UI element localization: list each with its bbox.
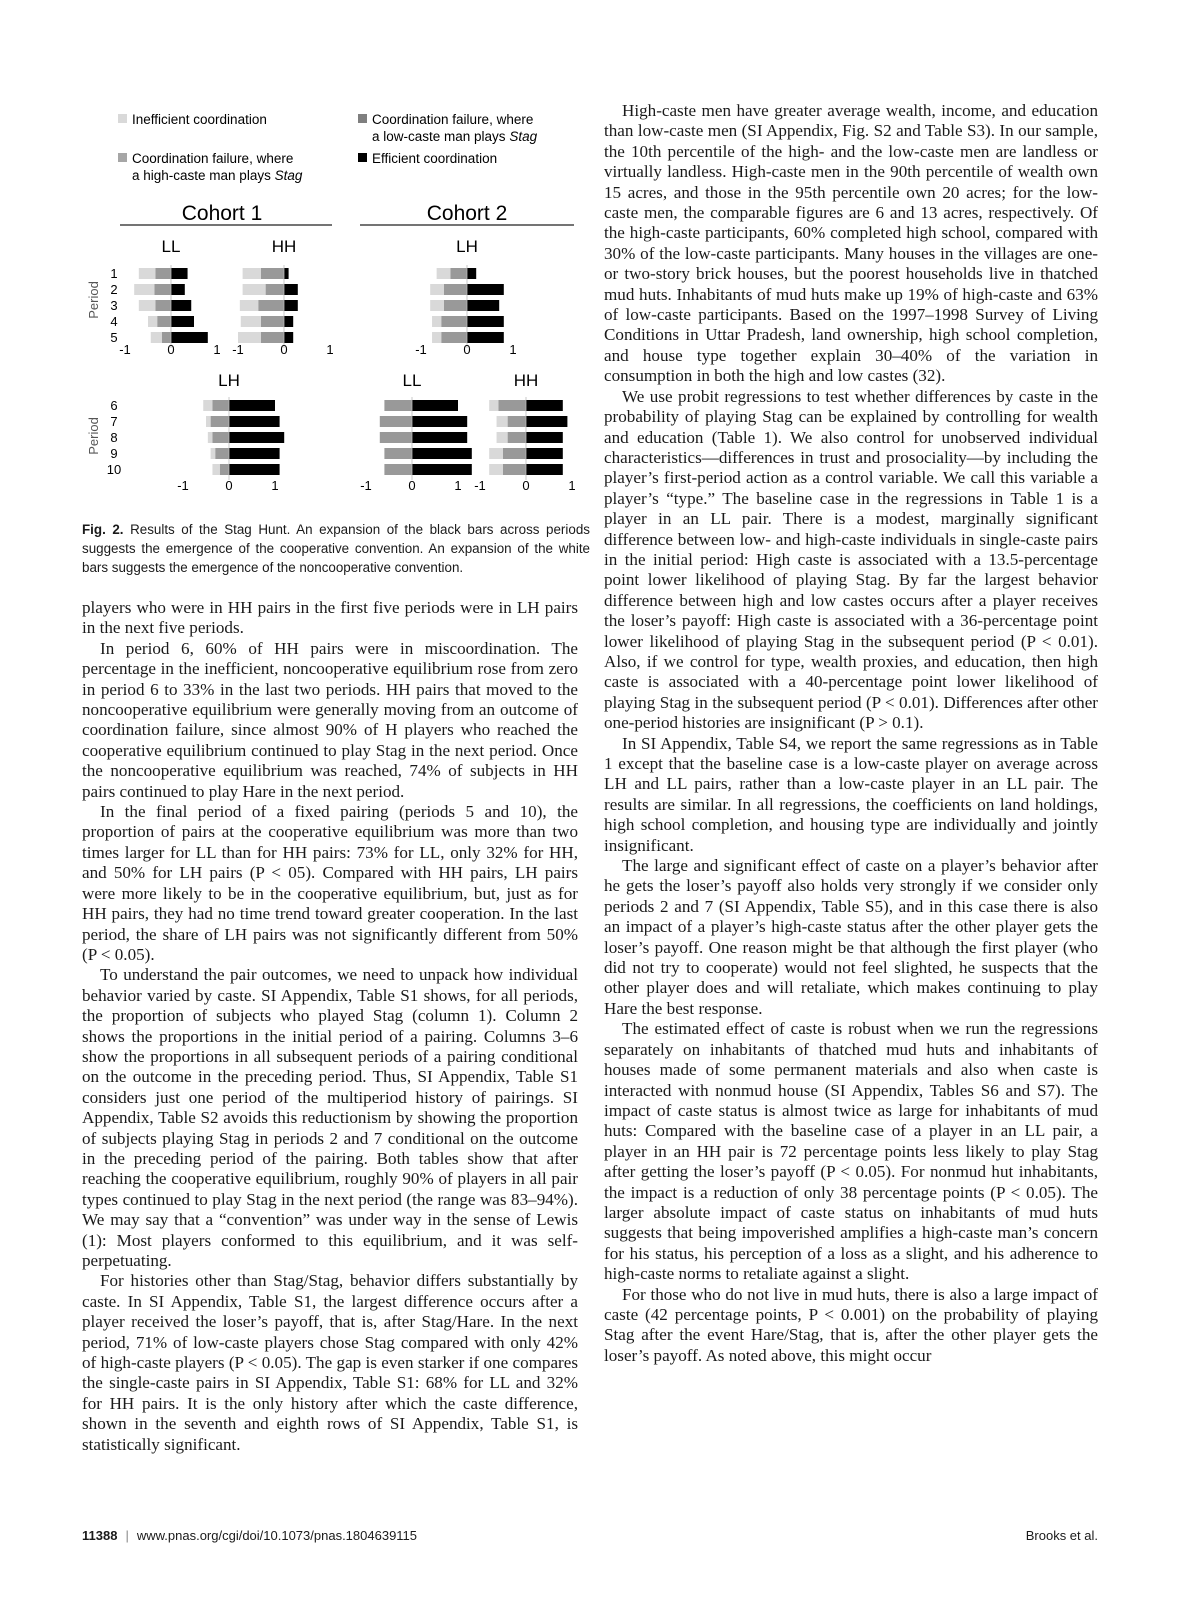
- right-paragraph: The estimated effect of caste is robust when we run the regressions separately on inhabitants of thatched mud huts and inhabitants of houses made of some permanent materials and also when caste is interacted with nonmud house (SI Appendix, Tables S6 and S7). The impact of caste status is almost twice as large for inhabitants of mud huts: Compared with the baseline case of a player in an LL pair, a player in an HH pair is 72 percentage points less likely to play Stag after getting the loser’s payoff (P < 0.05). For nonmud hut inhabitants, the impact is a reduction of only 38 percentage points (P < 0.05). The larger absolute impact of caste status on inhabitants of mud huts suggests that being impoverished amplifies a high-caste man’s concern for his status, his perception of a loss as a slight, and his adherence to high-caste norms to retaliate against a slight.: [604, 1019, 1098, 1284]
- tick-label: -1: [119, 342, 131, 357]
- bar-inefficient: [148, 316, 157, 327]
- bar-failure: [157, 316, 171, 327]
- right-paragraph: The large and significant effect of caste on a player’s behavior after he gets the loser’s payoff also holds very strongly if we consider only periods 2 and 7 (SI Appendix, Table S5), and in this case there is also an impact of a player’s high-caste status after the other player gets the loser’s payoff. One reason might be that although the first player (who did not try to cooperate) would not feel slighted, he suspects that the other player does and will retaliate, which makes continuing to play Hare the best response.: [604, 856, 1098, 1018]
- left-paragraph: players who were in HH pairs in the first five periods were in LH pairs in the next five periods.: [82, 598, 578, 638]
- bar-efficient: [526, 400, 563, 411]
- bar-efficient: [412, 432, 467, 443]
- bar-efficient: [467, 300, 499, 311]
- bar-inefficient: [497, 416, 508, 427]
- tick-label: -1: [232, 342, 244, 357]
- left-paragraph: To understand the pair outcomes, we need to unpack how individual behavior varied by caste. SI Appendix, Table S1 shows, for all periods, the proportion of subjects who played Stag (column 1). Column 2 shows the proportions in the initial period of a pairing. Columns 3–6 show the proportions in all subsequent periods of a pairing conditional on the outcome in the preceding period. Thus, SI Appendix, Table S1 considers just one period of the multiperiod history of pairings. SI Appendix, Table S2 avoids this reductionism by showing the proportion of subjects playing Stag in periods 2 and 7 conditional on the outcome in the preceding period of the pairing. Both tables show that after reaching the cooperative equilibrium, roughly 90% of players in all pair types continued to play Stag in the next period (the range was 83–94%). We may say that a “convention” was under way in the sense of Lewis (1): Most players conformed to this equilibrium, and it was self-perpetuating.: [82, 965, 578, 1270]
- bar-efficient: [526, 448, 563, 459]
- bar-inefficient: [497, 432, 508, 443]
- bar-inefficient: [151, 332, 162, 343]
- bar-inefficient: [432, 332, 441, 343]
- bar-efficient: [284, 284, 298, 295]
- bar-inefficient: [430, 284, 444, 295]
- bar-inefficient: [240, 300, 258, 311]
- bar-efficient: [171, 332, 208, 343]
- bar-efficient: [284, 268, 289, 279]
- bar-failure: [508, 432, 526, 443]
- bar-efficient: [229, 416, 280, 427]
- bar-inefficient: [243, 268, 261, 279]
- bar-inefficient: [489, 464, 503, 475]
- right-paragraph: We use probit regressions to test whether differences by caste in the probability of playing Stag can be explained by controlling for wealth and education (Table 1). We also control for unobserved individual characteristics—differences in trust and prosociality—by including the player’s first-period action as a control variable. We call this variable a player’s “type.” The baseline case in the regressions in Table 1 is a player in an LL pair. There is a modest, marginally significant difference between low- and high-caste individuals in single-caste pairs in the initial period: High caste is associated with a 13.5-percentage point lower likelihood of playing Stag. By far the largest behavior difference between high and low castes occurs after a player receives the loser’s payoff: High caste is associated with a 36-percentage point lower likelihood of playing Stag in the subsequent period (P < 0.01). Also, if we control for type, wealth proxies, and education, then high caste is associated with a 40-percentage point lower likelihood of playing Stag in the subsequent period (P < 0.01). Differences after other one-period histories are insignificant (P > 0.1).: [604, 386, 1098, 733]
- tick-label: 1: [213, 342, 221, 357]
- bar-efficient: [526, 464, 563, 475]
- bar-inefficient: [139, 300, 156, 311]
- legend-swatch-failure-low: [358, 114, 367, 123]
- caption-label: Fig. 2.: [82, 522, 124, 537]
- bar-inefficient: [437, 268, 451, 279]
- tick-label: -1: [177, 478, 189, 493]
- bar-failure: [155, 300, 171, 311]
- cohort-2-title: Cohort 2: [426, 202, 508, 225]
- bar-inefficient: [243, 284, 266, 295]
- bar-failure: [211, 416, 229, 427]
- bar-efficient: [171, 284, 185, 295]
- tick-label: 1: [454, 478, 462, 493]
- bar-failure: [503, 448, 526, 459]
- bar-efficient: [284, 316, 293, 327]
- figure-2: [82, 104, 594, 578]
- bar-efficient: [526, 432, 563, 443]
- bar-efficient: [467, 268, 476, 279]
- footer-left: 11388 | www.pnas.org/cgi/doi/10.1073/pnas.1804639115: [82, 1528, 418, 1543]
- legend-swatch-failure-high: [118, 153, 127, 162]
- tick-label: -1: [415, 342, 427, 357]
- tick-label: 1: [271, 478, 279, 493]
- panel-title: LL: [402, 371, 422, 390]
- legend-label-failure-low-1: Coordination failure, where: [372, 112, 534, 127]
- bar-efficient: [229, 464, 280, 475]
- bar-efficient: [412, 464, 472, 475]
- legend-swatch-inefficient: [118, 114, 127, 123]
- period-label: 9: [110, 446, 118, 461]
- left-paragraph: In the final period of a fixed pairing (periods 5 and 10), the proportion of pairs at the cooperative equilibrium was more than two times larger for LL than for HH pairs: 73% for LL, only 32% for HH, and 50% for LH pairs (P < 05). Compared with HH pairs, LH pairs were more likely to be in the cooperative equilibrium, but, just as for HH pairs, they had no time trend toward greater cooperation. In the last period, the share of LH pairs was not significantly different from 50% (P < 0.05).: [82, 802, 578, 964]
- period-label: 7: [110, 414, 118, 429]
- tick-label: 1: [326, 342, 334, 357]
- tick-label: 1: [568, 478, 576, 493]
- bar-efficient: [171, 300, 191, 311]
- tick-label: 1: [509, 342, 517, 357]
- caption-text: Results of the Stag Hunt. An expansion of the black bars across periods suggests the emergence of the cooperative convention. An expansion of the white bars suggests the emergence of the noncooperative convention.: [82, 522, 590, 575]
- bar-failure: [441, 316, 467, 327]
- bar-failure: [212, 400, 229, 411]
- bar-efficient: [467, 284, 504, 295]
- period-label: 2: [110, 282, 118, 297]
- period-axis-label-bottom: Period: [86, 417, 101, 455]
- bar-failure: [220, 464, 229, 475]
- tick-label: 0: [225, 478, 233, 493]
- bar-failure: [503, 464, 526, 475]
- bar-failure: [261, 268, 284, 279]
- right-paragraph: In SI Appendix, Table S4, we report the same regressions as in Table 1 except that the baseline case is a low-caste player on average across LH and LL pairs, rather than a low-caste player in an LL pair. The results are similar. In all regressions, the coefficients on land holdings, high school completion, and housing type are individually and jointly insignificant.: [604, 733, 1098, 855]
- bar-inefficient: [203, 400, 212, 411]
- tick-label: 0: [522, 478, 530, 493]
- panel-title: LL: [161, 237, 181, 256]
- bar-failure: [498, 400, 526, 411]
- bar-failure: [384, 400, 412, 411]
- panel-title: HH: [513, 371, 539, 390]
- bar-failure: [384, 448, 412, 459]
- bar-failure: [258, 300, 284, 311]
- period-label: 6: [110, 398, 118, 413]
- bar-efficient: [229, 448, 280, 459]
- bar-efficient: [412, 448, 472, 459]
- bar-inefficient: [212, 464, 219, 475]
- bar-inefficient: [432, 316, 441, 327]
- panel-title: HH: [271, 237, 297, 256]
- bar-failure: [215, 448, 229, 459]
- bar-failure: [380, 432, 412, 443]
- right-paragraph: For those who do not live in mud huts, there is also a large impact of caste (42 percentage points, P < 0.001) on the probability of playing Stag after the event Hare/Stag, that is, after the other player gets the loser’s payoff. As noted above, this might occur: [604, 1284, 1098, 1365]
- legend-label-failure-high-2: a high-caste man plays Stag: [132, 168, 303, 183]
- bar-failure: [380, 416, 412, 427]
- footer-authors: Brooks et al.: [1025, 1528, 1098, 1543]
- tick-label: -1: [360, 478, 372, 493]
- bar-efficient: [412, 400, 458, 411]
- period-label: 5: [110, 330, 118, 345]
- bar-efficient: [467, 332, 504, 343]
- left-paragraph: In period 6, 60% of HH pairs were in miscoordination. The percentage in the inefficient, noncooperative equilibrium rose from zero in period 6 to 33% in the last two periods. HH pairs that moved to the noncooperative equilibrium were generally moving from an outcome of coordination failure, since almost 90% of H players who reached the cooperative equilibrium continued to play Stag in the next period. Once the noncooperative equilibrium was reached, 74% of subjects in HH pairs continued to play Hare in the next period.: [82, 638, 578, 801]
- bar-failure: [154, 284, 171, 295]
- bar-efficient: [284, 300, 298, 311]
- legend-label-efficient: Efficient coordination: [372, 151, 498, 166]
- bar-inefficient: [489, 448, 503, 459]
- bar-failure: [261, 316, 284, 327]
- bar-inefficient: [206, 416, 211, 427]
- tick-label: -1: [474, 478, 486, 493]
- bar-inefficient: [208, 432, 213, 443]
- legend-label-failure-high-1: Coordination failure, where: [132, 151, 294, 166]
- bar-efficient: [412, 416, 467, 427]
- bar-efficient: [526, 416, 567, 427]
- bar-inefficient: [241, 316, 261, 327]
- bar-inefficient: [430, 300, 444, 311]
- bar-efficient: [229, 400, 275, 411]
- bar-failure: [266, 284, 284, 295]
- bar-efficient: [171, 268, 188, 279]
- bar-failure: [212, 432, 229, 443]
- period-axis-label-top: Period: [86, 281, 101, 319]
- bar-efficient: [229, 432, 284, 443]
- period-label: 3: [110, 298, 118, 313]
- bar-inefficient: [139, 268, 156, 279]
- bar-inefficient: [489, 400, 498, 411]
- cohort-1-title: Cohort 1: [181, 202, 263, 225]
- tick-label: 0: [408, 478, 416, 493]
- legend-label-failure-low-2: a low-caste man plays Stag: [372, 129, 538, 144]
- bar-failure: [450, 268, 467, 279]
- legend-swatch-efficient: [358, 153, 367, 162]
- panel-title: LH: [218, 371, 240, 390]
- left-column-text: [82, 598, 578, 1455]
- period-label: 4: [110, 314, 118, 329]
- right-column-text: [604, 101, 1098, 1366]
- bar-failure: [444, 300, 467, 311]
- bar-efficient: [171, 316, 194, 327]
- figure-caption: [82, 520, 590, 577]
- bar-failure: [508, 416, 526, 427]
- tick-label: 0: [463, 342, 471, 357]
- bar-failure: [384, 464, 412, 475]
- left-paragraph: For histories other than Stag/Stag, behavior differs substantially by caste. In SI Appendix, Table S1, the largest difference occurs after a player received the loser’s payoff, that is, after Stag/Hare. In the next period, 71% of low-caste players chose Stag compared with only 42% of high-caste players (P < 0.05). The gap is even starker if one compares the single-caste pairs in SI Appendix, Table S1: 68% for LL and 32% for HH pairs. It is the only history after which the caste difference, shown in the seventh and eighth rows of SI Appendix, Table S1, is statistically significant.: [82, 1271, 578, 1454]
- panel-title: LH: [456, 237, 478, 256]
- tick-label: 0: [167, 342, 175, 357]
- legend: [118, 112, 538, 183]
- period-label: 10: [106, 462, 122, 477]
- legend-label-inefficient: Inefficient coordination: [132, 112, 267, 127]
- bar-failure: [444, 284, 467, 295]
- doi-link[interactable]: www.pnas.org/cgi/doi/10.1073/pnas.1804639115: [136, 1528, 418, 1543]
- stag-hunt-chart: [82, 104, 594, 514]
- bar-inefficient: [211, 448, 216, 459]
- right-paragraph: High-caste men have greater average wealth, income, and education than low-caste men (SI Appendix, Fig. S2 and Table S3). In our sample, the 10th percentile of the high- and the low-caste men are landless or virtually landless. High-caste men in the 90th percentile of wealth own 15 acres, and those in the 95th percentile own 20 acres; for the low-caste men, the comparable figures are 6 and 13 acres, respectively. Of the high-caste participants, 60% completed high school, compared with 30% of the low-caste participants. Many houses in the villages are one- or two-story brick houses, but the poorest households live in thatched mud huts. Inhabitants of mud huts make up 19% of high-caste and 63% of low-caste participants. Based on the 1997–1998 Survey of Living Conditions in Uttar Pradesh, land ownership, high school completion, and house type together explain 30–40% of the variation in consumption in both the high and low castes (32).: [604, 101, 1098, 386]
- bars-layer: [107, 237, 576, 493]
- tick-label: 0: [280, 342, 288, 357]
- period-label: 1: [110, 266, 118, 281]
- bar-failure: [155, 268, 171, 279]
- period-label: 8: [110, 430, 118, 445]
- bar-efficient: [467, 316, 504, 327]
- bar-inefficient: [134, 284, 154, 295]
- page-number: 11388: [82, 1528, 118, 1543]
